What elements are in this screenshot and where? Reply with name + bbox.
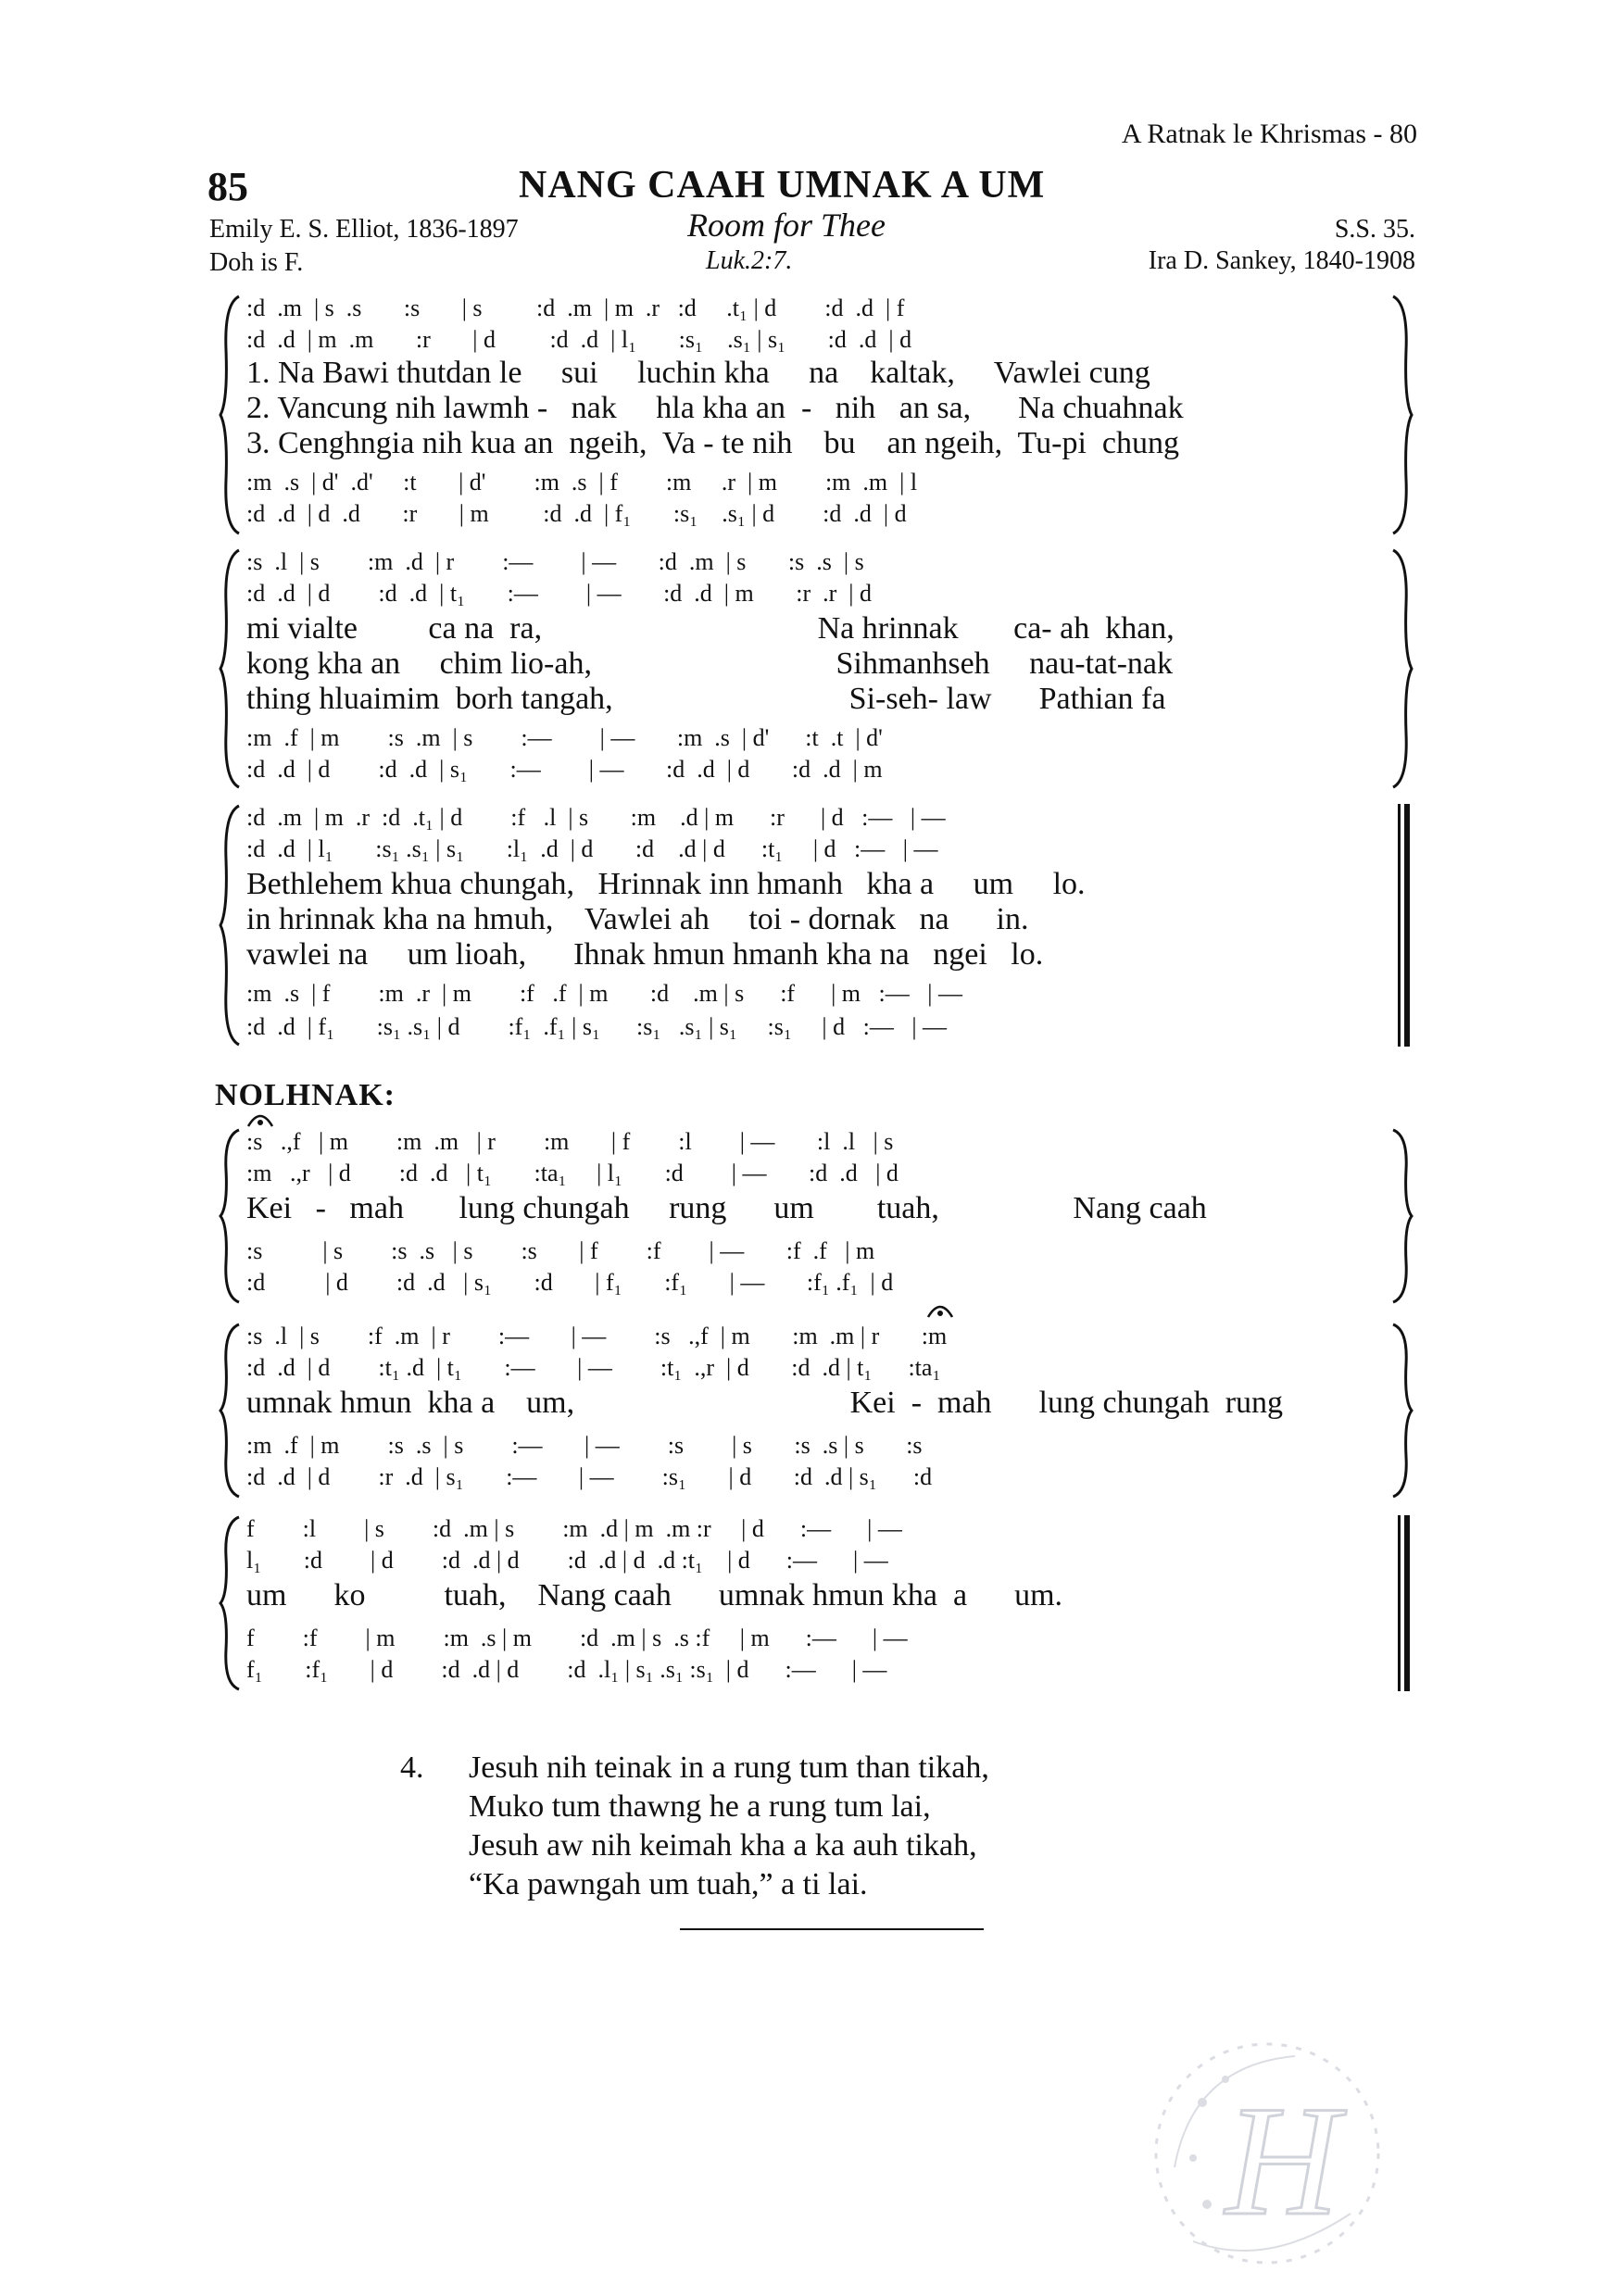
lyric-line-verse-1: mi vialte ca na ra, Na hrinnak ca- ah khan,: [246, 611, 1175, 646]
hymn-reference: S.S. 35.: [1334, 215, 1415, 244]
right-brace-icon: [1389, 295, 1414, 535]
key-signature: Doh is F.: [209, 248, 304, 277]
alto-notes: :d .d | m .m :r | d :d .d | l₁ :s₁ .s₁ | s₁ :d .d | d: [246, 326, 912, 353]
soprano-notes: :s .l | s :f .m | r :— | — :s .,f | m :m .m | r :m: [246, 1323, 948, 1349]
lyric-line-verse-3: vawlei na um lioah, Ihnak hmun hmanh kha na ngei lo.: [246, 937, 1044, 972]
running-head: A Ratnak le Khrismas - 80: [1121, 119, 1417, 149]
scripture-reference: Luk.2:7.: [706, 246, 793, 275]
soprano-notes: :s .,f | m :m .m | r :m | f :l | — :l .l | s: [246, 1128, 894, 1155]
author-credit: Emily E. S. Elliot, 1836-1897: [209, 215, 519, 244]
soprano-notes: f :l | s :d .m | s :m .d | m .m :r | d :— | —: [246, 1515, 902, 1542]
soprano-notes: :s .l | s :m .d | r :— | — :d .m | s :s .s | s: [246, 548, 864, 575]
tenor-notes: :s | s :s .s | s :s | f :f | — :f .f | m: [246, 1237, 875, 1264]
final-barline-thick: [1404, 804, 1410, 1047]
publisher-logo-icon: [1137, 2028, 1397, 2278]
bass-notes: :d .d | d :r .d | s₁ :— | — :s₁ | d :d .d | s₁ :d: [246, 1463, 933, 1490]
lyric-line-verse-2: in hrinnak kha na hmuh, Vawlei ah toi - dornak na in.: [246, 902, 1029, 936]
end-rule: [680, 1928, 984, 1930]
alto-notes: :d .d | d :d .d | t₁ :— | — :d .d | m :r .r | d: [246, 580, 872, 607]
chorus-system-1: [219, 1128, 1414, 1304]
tenor-notes: f :f | m :m .s | m :d .m | s .s :f | m :— | —: [246, 1625, 908, 1651]
lyric-line-verse-2: 2. Vancung nih lawmh - nak hla kha an - nih an sa, Na chuahnak: [246, 391, 1184, 425]
right-brace-icon: [1389, 548, 1414, 789]
final-barline: [1398, 804, 1401, 1047]
verse-4-line-3: Jesuh aw nih keimah kha a ka auh tikah,: [469, 1828, 977, 1863]
music-system-3: [219, 804, 1414, 1047]
left-brace-icon: [219, 804, 243, 1047]
chorus-lyric-line: umnak hmun kha a um, Kei - mah lung chungah rung: [246, 1386, 1284, 1420]
tenor-notes: :m .s | d' .d' :t | d' :m .s | f :m .r | m :m .m | l: [246, 469, 918, 496]
verse-4-line-2: Muko tum thawng he a rung tum lai,: [469, 1789, 931, 1824]
right-brace-icon: [1389, 1128, 1414, 1304]
bass-notes: :d .d | d :d .d | s₁ :— | — :d .d | d :d .d | m: [246, 756, 883, 783]
verse-4-line-4: “Ka pawngah um tuah,” a ti lai.: [469, 1867, 868, 1901]
chorus-system-2: [219, 1323, 1414, 1499]
lyric-line-verse-3: thing hluaimim borh tangah, Si-seh- law Pathian fa: [246, 682, 1166, 716]
hymn-subtitle: Room for Thee: [687, 207, 886, 244]
alto-notes: :m .,r | d :d .d | t₁ :ta₁ | l₁ :d | — :d .d | d: [246, 1160, 898, 1186]
composer-credit: Ira D. Sankey, 1840-1908: [1148, 246, 1415, 275]
bass-notes: :d .d | d .d :r | m :d .d | f₁ :s₁ .s₁ | d :d .d | d: [246, 500, 907, 527]
tenor-notes: :m .f | m :s .s | s :— | — :s | s :s .s | s :s: [246, 1432, 923, 1459]
soprano-notes: :d .m | s .s :s | s :d .m | m .r :d .t₁ | d :d .d | f: [246, 295, 905, 321]
lyric-line-verse-2: kong kha an chim lio-ah, Sihmanhseh nau-tat-nak: [246, 646, 1173, 681]
music-system-2: [219, 548, 1414, 789]
alto-notes: l₁ :d | d :d .d | d :d .d | d .d :t₁ | d :— | —: [246, 1547, 888, 1574]
alto-notes: :d .d | d :t₁ .d | t₁ :— | — :t₁ .,r | d :d .d | t₁ :ta₁: [246, 1354, 941, 1381]
hymn-number: 85: [207, 164, 248, 209]
fermata-icon: [246, 1108, 274, 1128]
alto-notes: :d .d | l₁ :s₁ .s₁ | s₁ :l₁ .d | d :d .d | d :t₁ | d :— | —: [246, 835, 938, 862]
left-brace-icon: [219, 1128, 243, 1304]
lyric-line-verse-1: Bethlehem khua chungah, Hrinnak inn hmanh kha a um lo.: [246, 867, 1086, 901]
left-brace-icon: [219, 1323, 243, 1499]
final-barline: [1398, 1515, 1401, 1691]
chorus-system-3: [219, 1515, 1414, 1691]
soprano-notes: :d .m | m .r :d .t₁ | d :f .l | s :m .d | m :r | d :— | —: [246, 804, 946, 831]
bass-notes: f₁ :f₁ | d :d .d | d :d .l₁ | s₁ .s₁ :s₁ | d :— | —: [246, 1656, 887, 1683]
right-brace-icon: [1389, 1323, 1414, 1499]
left-brace-icon: [219, 295, 243, 535]
bass-notes: :d | d :d .d | s₁ :d | f₁ :f₁ | — :f₁ .f₁ | d: [246, 1269, 894, 1296]
chorus-lyric-line: Kei - mah lung chungah rung um tuah, Nang caah: [246, 1191, 1207, 1225]
chorus-lyric-line: um ko tuah, Nang caah umnak hmun kha a um.: [246, 1578, 1063, 1612]
hymn-title: NANG CAAH UMNAK A UM: [519, 164, 1046, 207]
verse-4-number: 4.: [400, 1750, 424, 1785]
music-system-1: [219, 295, 1414, 535]
bass-notes: :d .d | f₁ :s₁ .s₁ | d :f₁ .f₁ | s₁ :s₁ .s₁ | s₁ :s₁ | d :— | —: [246, 1013, 948, 1040]
lyric-line-verse-1: 1. Na Bawi thutdan le sui luchin kha na kaltak, Vawlei cung: [246, 356, 1150, 390]
lyric-line-verse-3: 3. Cenghngia nih kua an ngeih, Va - te nih bu an ngeih, Tu-pi chung: [246, 426, 1179, 460]
left-brace-icon: [219, 548, 243, 789]
verse-4-line-1: Jesuh nih teinak in a rung tum than tikah,: [469, 1750, 989, 1785]
fermata-icon: [926, 1299, 954, 1319]
left-brace-icon: [219, 1515, 243, 1691]
tenor-notes: :m .s | f :m .r | m :f .f | m :d .m | s :f | m :— | —: [246, 980, 962, 1007]
final-barline-thick: [1404, 1515, 1410, 1691]
tenor-notes: :m .f | m :s .m | s :— | — :m .s | d' :t .t | d': [246, 724, 883, 751]
chorus-label: NOLHNAK:: [215, 1078, 396, 1112]
svg-text:H: H: [1225, 2074, 1339, 2248]
